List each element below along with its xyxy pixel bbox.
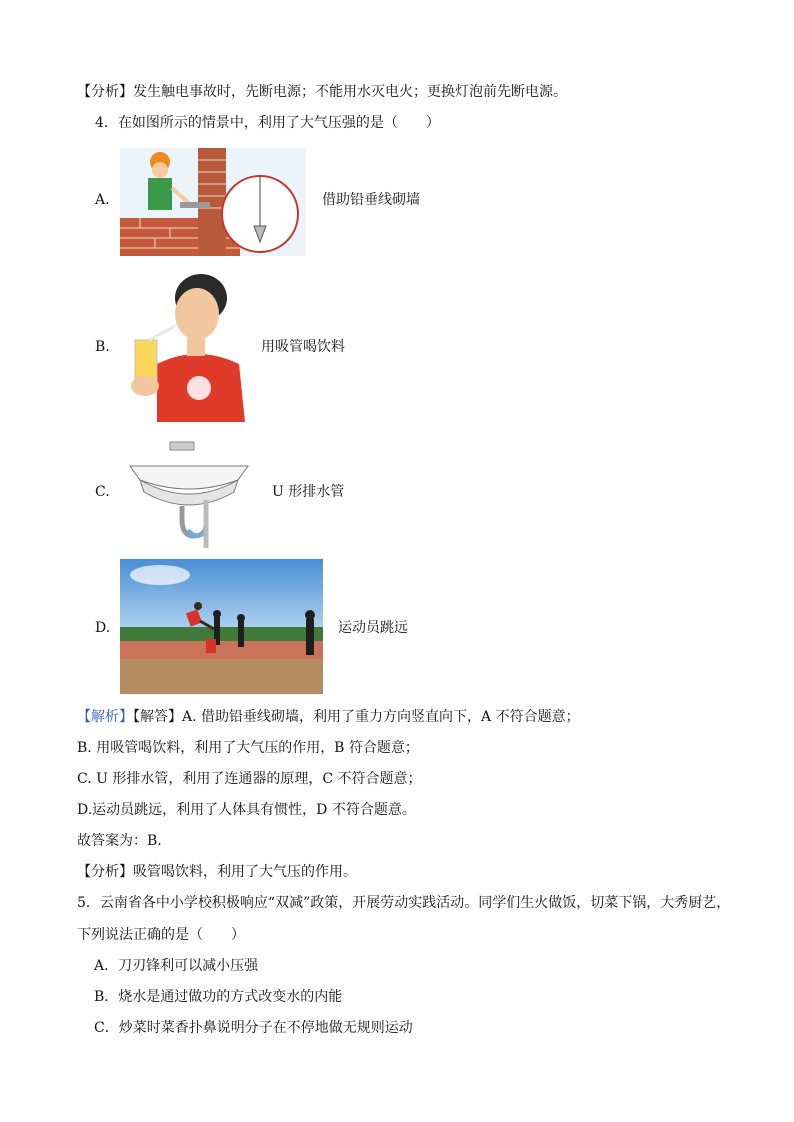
q4-option-c-text: U 形排水管 xyxy=(272,484,345,500)
q4-solution-line1 xyxy=(77,707,580,727)
q5-option-b-label: B． xyxy=(94,989,119,1005)
q5-option-c xyxy=(94,1018,413,1038)
q4-option-d-text: 运动员跳远 xyxy=(338,620,408,636)
q4-option-a-text: 借助铅垂线砌墙 xyxy=(322,192,420,208)
q4-analysis xyxy=(77,862,357,882)
q4-option-d-label: D. xyxy=(95,620,111,636)
q4-answer: 故答案为：B. xyxy=(77,833,162,849)
boy-drinking-straw-image xyxy=(127,268,245,422)
sink-u-trap-image xyxy=(126,436,252,548)
analysis-prev xyxy=(77,82,567,102)
analysis-tag: 【分析】 xyxy=(77,84,133,100)
q5-option-a xyxy=(94,956,258,976)
solution-text-1: A. 借助铅垂线砌墙，利用了重力方向竖直向下，A 不符合题意； xyxy=(182,709,580,725)
q4-solution-line2: B. 用吸管喝饮料，利用了大气压的作用，B 符合题意； xyxy=(77,740,419,756)
analysis-tag: 【分析】 xyxy=(77,864,133,880)
q5-option-a-label: A． xyxy=(94,958,119,974)
q5-stem-line1: 5．云南省各中小学校积极响应“双减”政策，开展劳动实践活动。同学们生火做饭，切菜下锅，大秀厨艺， xyxy=(77,895,731,911)
q4-option-b-text: 用吸管喝饮料 xyxy=(261,339,345,355)
bricklayer-plumb-line-image xyxy=(120,148,306,256)
jiexi-tag: 【解析】 xyxy=(77,709,133,725)
q5-stem-line2: 下列说法正确的是（ ） xyxy=(77,927,245,943)
q5-option-c-text: 炒菜时菜香扑鼻说明分子在不停地做无规则运动 xyxy=(118,1020,413,1036)
q5-option-c-label: C． xyxy=(94,1020,119,1036)
q5-option-b xyxy=(94,987,342,1007)
q4-solution-line3: C. U 形排水管，利用了连通器的原理，C 不符合题意； xyxy=(77,771,422,787)
q5-option-a-text: 刀刃锋利可以减小压强 xyxy=(118,958,259,974)
jieda-tag: 【解答】 xyxy=(133,709,182,725)
analysis-text: 发生触电事故时，先断电源；不能用水灭电火；更换灯泡前先断电源。 xyxy=(133,84,567,100)
q4-option-c-label: C. xyxy=(95,484,110,500)
q5-option-b-text: 烧水是通过做功的方式改变水的内能 xyxy=(118,989,343,1005)
long-jump-photo xyxy=(120,559,323,694)
analysis-text: 吸管喝饮料，利用了大气压的作用。 xyxy=(133,864,357,880)
q4-stem: 4．在如图所示的情景中，利用了大气压强的是（ ） xyxy=(95,115,440,131)
q4-option-b-label: B. xyxy=(95,339,110,355)
q4-solution-line4: D.运动员跳远，利用了人体具有惯性，D 不符合题意。 xyxy=(77,802,416,818)
q4-option-a-label: A. xyxy=(95,192,110,208)
